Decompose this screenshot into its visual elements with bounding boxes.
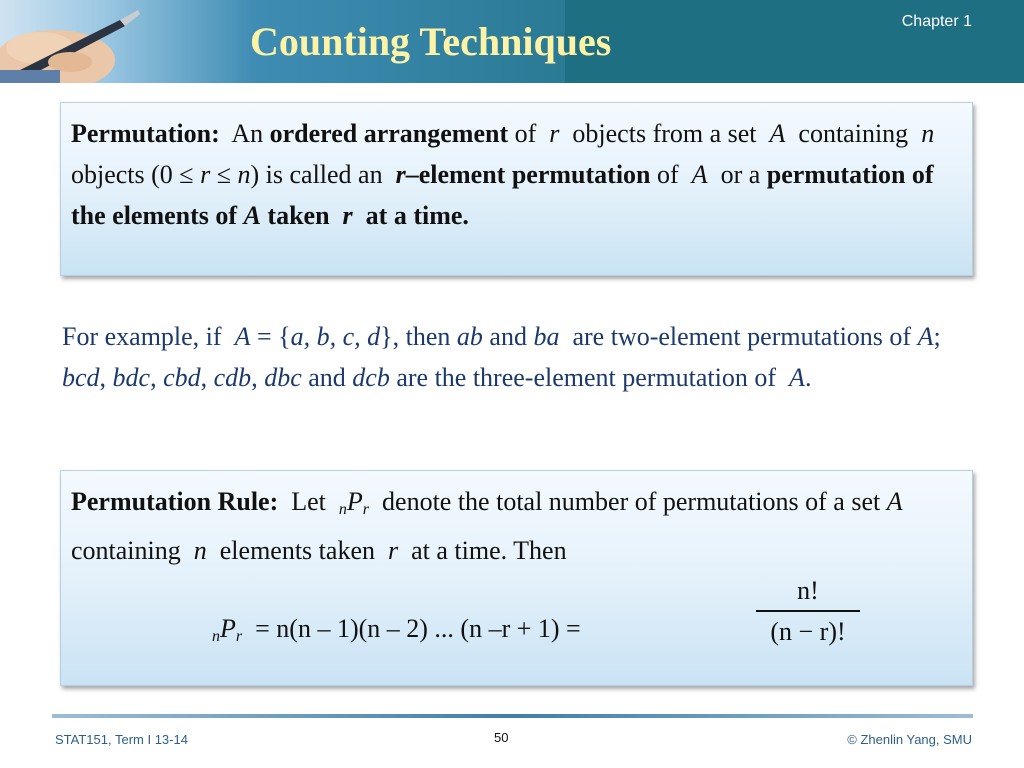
perm-ab: ab — [456, 322, 483, 351]
footer-copyright: © Zhenlin Yang, SMU — [847, 732, 972, 747]
text-run: denote the total number of permutations of a set — [382, 487, 881, 516]
term-permutation-of-elements: permutation of the elements of — [71, 160, 934, 230]
var-n: n — [193, 536, 207, 565]
var-n: n — [237, 160, 251, 189]
term-r-element-permutation: –element permutation — [405, 160, 651, 189]
formula-lhs — [212, 614, 581, 646]
var-r: r — [342, 201, 353, 230]
subscript-r: r — [235, 628, 243, 645]
var-r: r — [387, 536, 399, 565]
slide-title: Counting Techniques — [250, 19, 612, 64]
perm-bdc: bdc — [112, 363, 151, 392]
definition-text — [71, 113, 958, 236]
text-run: are the three-element permutation of — [396, 363, 777, 392]
subscript-r: r — [362, 501, 370, 518]
formula-product: = n(n – 1)(n – 2) ... (n –r + 1) = — [255, 614, 581, 643]
footer-course: STAT151, Term I 13-14 — [55, 732, 188, 747]
text-run: Let — [291, 487, 326, 516]
var-P: P — [346, 487, 363, 516]
fraction-bar — [756, 610, 860, 612]
text-run: or a — [720, 160, 761, 189]
var-n: n — [921, 119, 935, 148]
definition-label: Permutation: — [71, 119, 220, 148]
text-run: and — [489, 322, 527, 351]
text-run: ≤ — [216, 160, 231, 189]
text-run: of — [657, 160, 679, 189]
text-run: and — [308, 363, 346, 392]
subscript-n: n — [212, 628, 220, 645]
text-run: taken — [267, 201, 330, 230]
text-run: at a time. Then — [411, 536, 567, 565]
var-A: A — [886, 487, 903, 516]
text-run: . — [804, 363, 812, 392]
perm-ba: ba — [533, 322, 560, 351]
formula-fraction — [752, 574, 864, 650]
perm-cdb: cdb — [213, 363, 252, 392]
fraction-denominator: (n − r)! — [770, 616, 846, 646]
var-A: A — [789, 363, 805, 392]
var-A: A — [234, 322, 251, 351]
var-A: A — [769, 119, 786, 148]
rule-label: Permutation Rule: — [71, 487, 279, 516]
text-run: elements taken — [219, 536, 375, 565]
text-run: An — [231, 119, 264, 148]
text-run: ) is called an — [250, 160, 383, 189]
var-A: A — [691, 160, 708, 189]
set-elements: a, b, c, d — [290, 322, 381, 351]
var-r: r — [200, 160, 211, 189]
var-A: A — [917, 322, 934, 351]
perm-dcb: dcb — [352, 363, 390, 392]
text-run: at a time. — [365, 201, 469, 230]
slide-header — [0, 0, 1024, 83]
text-run: containing — [798, 119, 909, 148]
chapter-label: Chapter 1 — [901, 13, 972, 30]
permutation-formula — [212, 576, 862, 686]
footer-divider — [52, 714, 973, 718]
text-run: For example, if — [62, 322, 222, 351]
hand-with-pen-icon — [0, 0, 150, 83]
text-run: of — [514, 119, 537, 148]
perm-dbc: dbc — [264, 363, 302, 392]
text-run: objects from a set — [572, 119, 757, 148]
text-run: ; — [933, 322, 941, 351]
text-run: }, then — [380, 322, 451, 351]
page-number: 50 — [494, 730, 509, 745]
example-paragraph: For example, if A = {a, b, c, d}, then ab and ba are two-element permutations of A; bcd, bdc, cbd, cdb, dbc and dcb are the three-element permutation of A. — [62, 322, 941, 392]
text-run: = { — [256, 322, 291, 351]
var-r: r — [549, 119, 560, 148]
subscript-n: n — [338, 501, 347, 518]
perm-bcd: bcd — [62, 363, 100, 392]
term-ordered-arrangement: ordered arrangement — [269, 119, 509, 148]
text-run: containing — [71, 536, 181, 565]
perm-cbd: cbd — [163, 363, 201, 392]
var-r: r — [395, 160, 406, 189]
var-P: P — [220, 614, 236, 643]
text-run: objects (0 ≤ — [71, 160, 194, 189]
fraction-numerator: n! — [797, 576, 819, 605]
rule-text — [71, 481, 958, 571]
var-A: A — [243, 201, 261, 230]
text-run: are two-element permutations of — [572, 322, 912, 351]
permutation-definition-box — [60, 102, 973, 276]
